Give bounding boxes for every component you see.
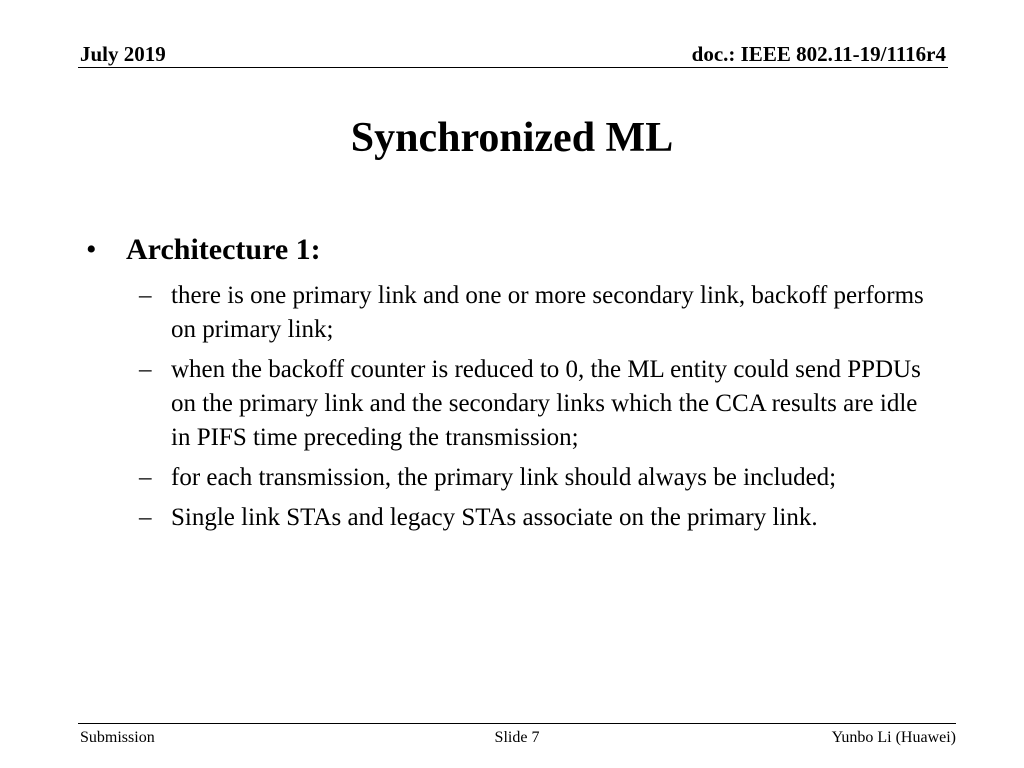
- sub-bullet-text: there is one primary link and one or more secondary link, backoff performs on primary link;: [171, 282, 924, 343]
- bullet-marker: •: [86, 233, 97, 266]
- sub-bullet-text: for each transmission, the primary link should always be included;: [171, 464, 837, 491]
- sub-bullet-list: [139, 279, 939, 535]
- dash-marker: –: [139, 504, 152, 531]
- dash-marker: –: [139, 282, 152, 309]
- sub-bullet-text: Single link STAs and legacy STAs associate on the primary link.: [171, 504, 818, 531]
- header-date: July 2019: [80, 42, 166, 66]
- sub-bullet-item: [139, 353, 939, 455]
- footer-author: Yunbo Li (Huawei): [831, 729, 956, 746]
- footer-divider: [78, 723, 956, 724]
- footer-submission: Submission: [80, 729, 155, 746]
- sub-bullet-item: [139, 461, 939, 495]
- dash-marker: –: [139, 356, 152, 383]
- sub-bullet-text: when the backoff counter is reduced to 0, the ML entity could send PPDUs on the primary link and the secondary links which the CCA results are idle in PIFS time preceding the transmission;: [171, 356, 921, 451]
- slide-title: Synchronized ML: [350, 115, 674, 161]
- dash-marker: –: [139, 464, 152, 491]
- sub-bullet-item: [139, 501, 939, 535]
- sub-bullet-item: [139, 279, 939, 347]
- footer-slide-number: Slide 7: [494, 729, 540, 746]
- bullet-heading: Architecture 1:: [126, 233, 321, 266]
- header-doc-id: doc.: IEEE 802.11-19/1116r4: [691, 42, 946, 66]
- header-divider: [78, 67, 948, 68]
